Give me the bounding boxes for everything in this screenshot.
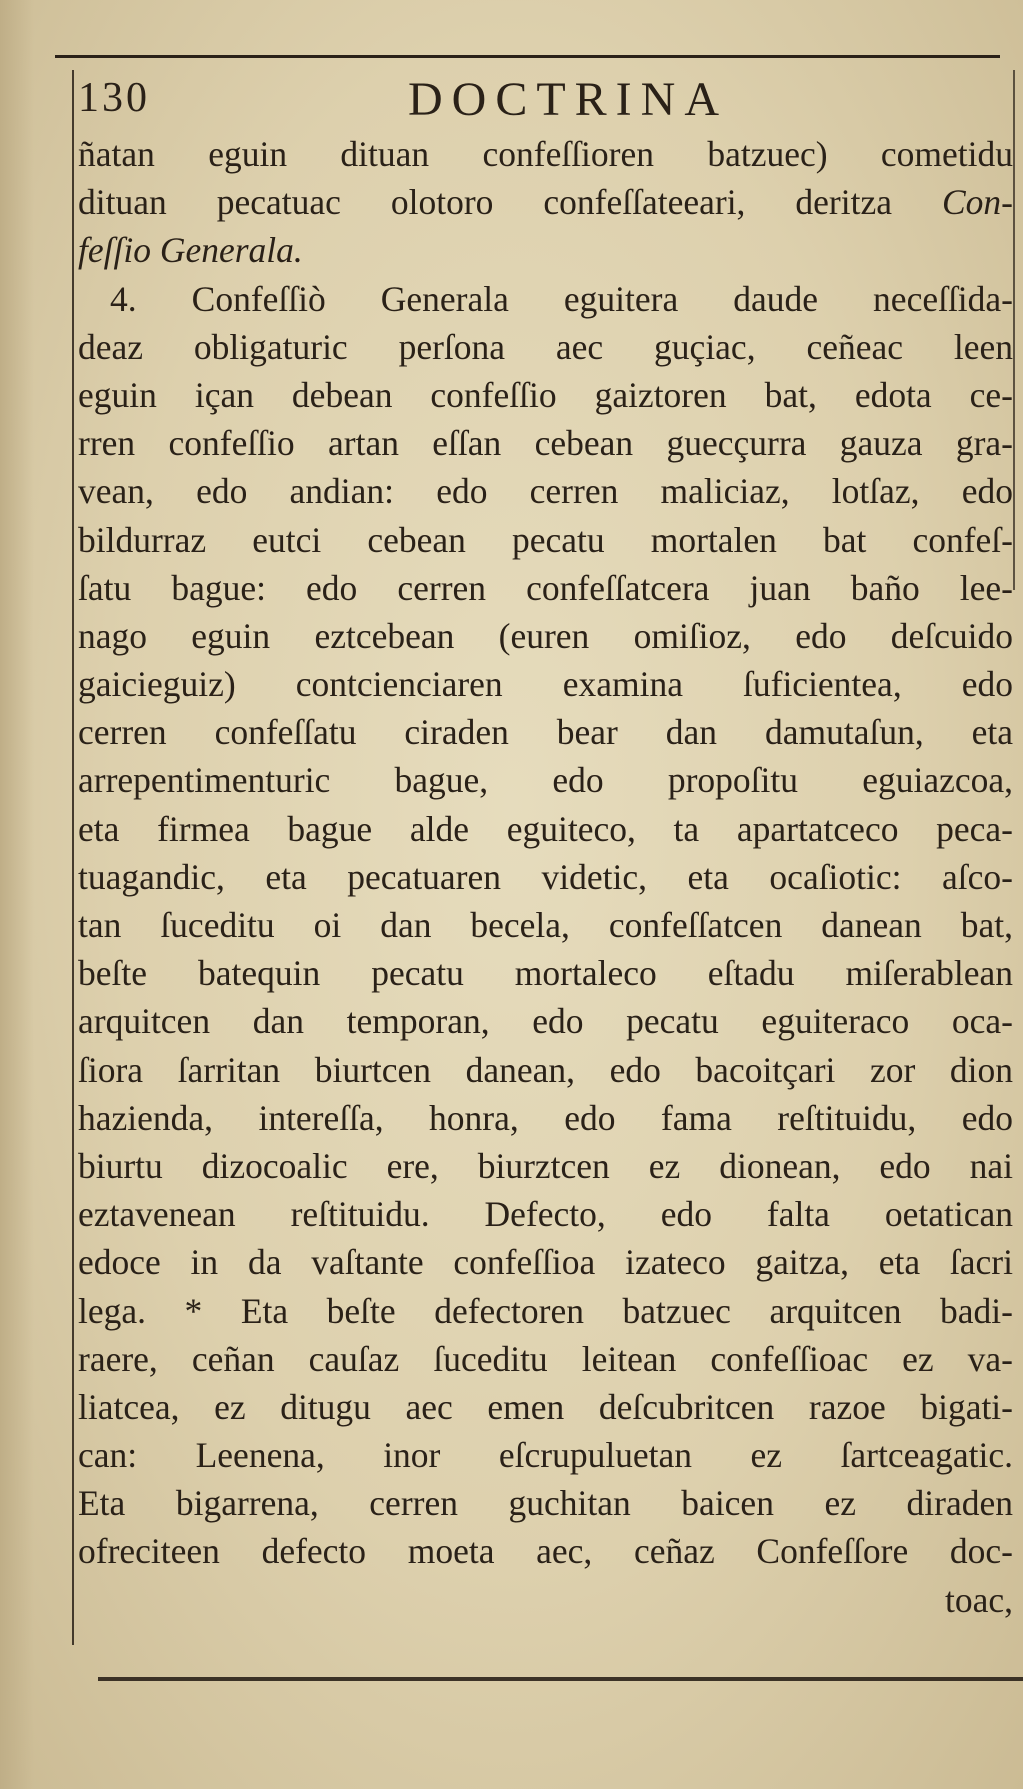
catchword: toac, xyxy=(944,1579,1013,1620)
text-line: tan ſuceditu oi dan becela, confeſſatcen danean bat, xyxy=(78,905,1013,945)
text-line: Eta bigarrena, cerren guchitan baicen ez diraden xyxy=(78,1483,1013,1524)
page-header xyxy=(78,68,1008,138)
text-line xyxy=(78,178,1013,226)
body-text xyxy=(78,130,1013,1624)
page-edge-shadow xyxy=(0,0,34,1789)
text-line: biurtu dizocoalic ere, biurztcen ez dionean, edo nai xyxy=(78,1145,1013,1186)
text-line: eguin içan debean confeſſio gaiztoren bat, edota ce- xyxy=(78,374,1013,415)
paragraph-start-line: 4. Confeſſiò Generala eguitera daude neceſſida- xyxy=(110,278,1013,319)
text-line: ñatan eguin dituan confeſſioren batzuec) cometidu xyxy=(78,134,1013,174)
text-line: cerren confeſſatu ciraden bear dan damutaſun, eta xyxy=(78,712,1013,753)
text-line: tuagandic, eta pecatuaren videtic, eta ocaſiotic: aſco- xyxy=(78,856,1013,897)
text-line: nago eguin eztcebean (euren omiſioz, edo deſcuido xyxy=(78,615,1013,656)
text-line: edoce in da vaſtante confeſſioa izateco gaitza, eta ſacri xyxy=(78,1242,1013,1283)
top-rule xyxy=(55,55,1000,58)
right-margin-rule xyxy=(1013,70,1015,590)
text-line: raere, ceñan cauſaz ſuceditu leitean confeſſioac ez va- xyxy=(78,1338,1013,1379)
page-number: 130 xyxy=(78,75,150,121)
text-line: vean, edo andian: edo cerren maliciaz, lotſaz, edo xyxy=(78,471,1013,512)
text-line: bildurraz eutci cebean pecatu mortalen bat confeſ- xyxy=(78,519,1013,560)
text-line: rren confeſſio artan eſſan cebean guecçurra gauza gra- xyxy=(78,423,1013,464)
text-line: ſatu bague: edo cerren confeſſatcera juan baño lee- xyxy=(78,567,1013,608)
text-line: eztavenean reſtituidu. Defecto, edo falta oetatican xyxy=(78,1194,1013,1235)
text-line: hazienda, intereſſa, honra, edo fama reſtituidu, edo xyxy=(78,1097,1013,1138)
text-line: eta firmea bague alde eguiteco, ta apartatceco peca- xyxy=(78,808,1013,849)
text-line: deaz obligaturic perſona aec guçiac, ceñeac leen xyxy=(78,326,1013,367)
text-line: ofreciteen defecto moeta aec, ceñaz Confeſſore doc- xyxy=(78,1531,1013,1572)
text-line: arquitcen dan temporan, edo pecatu eguiteraco oca- xyxy=(78,1001,1013,1042)
text-line: beſte batequin pecatu mortaleco eſtadu miſerablean xyxy=(78,953,1013,994)
italic-term: Con- xyxy=(942,182,1013,223)
text-line: can: Leenena, inor eſcrupuluetan ez ſartceagatic. xyxy=(78,1435,1013,1476)
text-line: lega. * Eta beſte defectoren batzuec arquitcen badi- xyxy=(78,1290,1013,1331)
text-line: gaicieguiz) contcienciaren examina ſuficientea, edo xyxy=(78,664,1013,705)
running-title: DOCTRINA xyxy=(408,73,728,126)
text-line: ſiora ſarritan biurtcen danean, edo bacoitçari zor dion xyxy=(78,1049,1013,1090)
text-line: arrepentimenturic bague, edo propoſitu eguiazcoa, xyxy=(78,760,1013,801)
left-margin-rule xyxy=(72,70,74,1645)
text-line: liatcea, ez ditugu aec emen deſcubritcen razoe bigati- xyxy=(78,1386,1013,1427)
bottom-rule xyxy=(98,1677,1023,1681)
text-line: feſſio Generala. xyxy=(78,230,303,271)
text-line-main: dituan pecatuac olotoro confeſſateeari, deritza xyxy=(78,182,892,223)
